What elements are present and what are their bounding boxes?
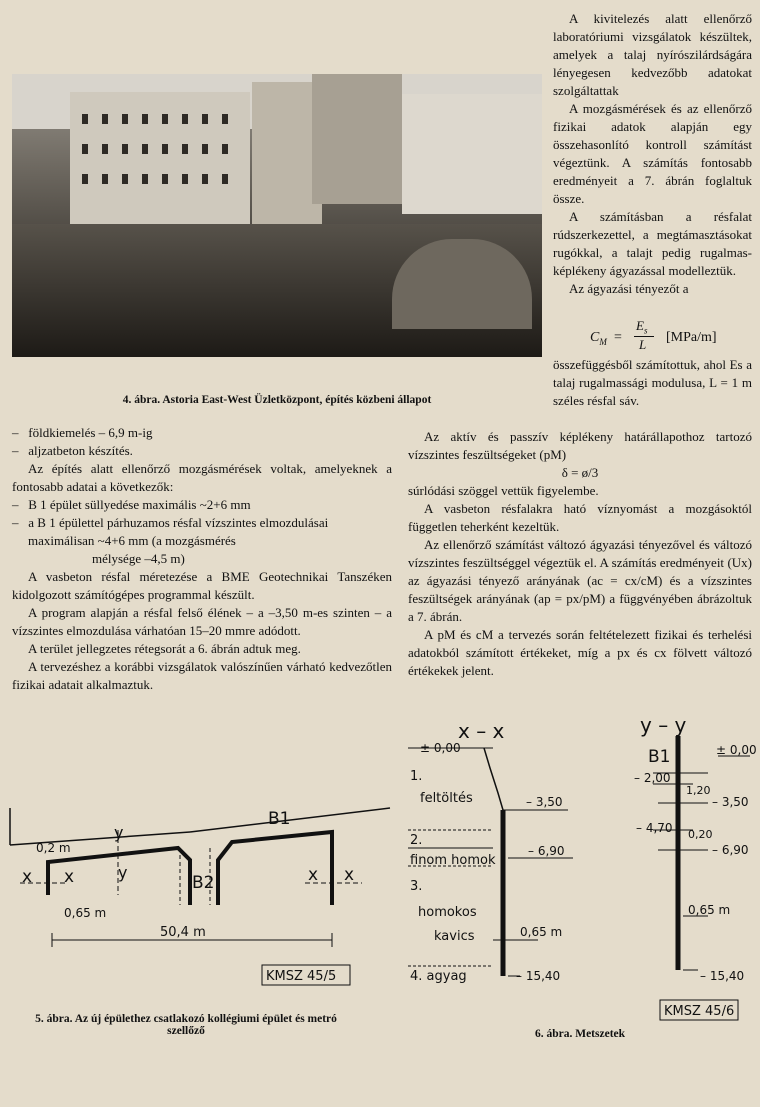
list-item: – B 1 épület süllyedése maximális ~2+6 mm — [12, 497, 251, 512]
paragraph: összefüggésből számítottuk, ahol Es a talaj rugalmassági modulusa, L = 1 m széles résfal sáv. — [553, 357, 752, 408]
fig5-label-b1: B1 — [268, 809, 291, 829]
fig6-level: 0,20 — [688, 828, 713, 841]
paragraph: A számításban a résfalat rúdszerkezettel, a megtámasztásokat rugókkal, a talajt pedig rugalmas-képlékeny ágyazással modelleztük. — [553, 209, 752, 278]
fig5-dim-065: 0,65 m — [64, 906, 107, 920]
fig6-level: – 2,00 — [634, 771, 671, 785]
fig5-dim-02: 0,2 m — [36, 841, 71, 855]
fig6-level: – 3,50 — [712, 795, 749, 809]
paragraph: A terület jellegzetes rétegsorát a 6. ábrán adtuk meg. — [28, 641, 301, 656]
fig4-caption: 4. ábra. Astoria East-West Üzletközpont, építés közbeni állapot — [122, 394, 432, 406]
formula-delta: δ = ø/3 — [561, 465, 599, 480]
fig6-xx-title: x – x — [458, 719, 505, 743]
paragraph: A vasbeton résfal méretezése a BME Geotechnikai Tanszéken kidolgozott számítógépes programmal készült. — [12, 569, 392, 602]
fig6-layer: homokos — [418, 905, 477, 920]
fig6-xx-top: ± 0,00 — [420, 741, 461, 755]
fig6-layer: kavics — [434, 929, 475, 944]
paragraph: maximálisan ~4+6 mm (a mozgásmérés — [28, 533, 236, 548]
left-column — [12, 424, 392, 694]
list-item: – aljzatbeton készítés. — [12, 443, 133, 458]
fig5-label-x: x — [22, 867, 33, 887]
fig6-layer: feltöltés — [420, 791, 473, 806]
fig5-caption: 5. ábra. Az új épülethez csatlakozó kollégiumi épület és metró szellőző — [35, 1013, 337, 1037]
fig6-level: – 4,70 — [636, 821, 673, 835]
fig6-level: – 3,50 — [526, 795, 563, 809]
fig6-code: KMSZ 45/6 — [664, 1004, 735, 1019]
right-column — [553, 10, 752, 298]
paragraph: A vasbeton résfalakra ható víznyomást a mozgásoktól független teherként kezeltük. — [408, 501, 752, 534]
fig6-yy-title: y – y — [640, 718, 687, 737]
paragraph: A tervezéshez a korábbi vizsgálatok valószínűen várható kedvezőtlen fizikai adatait alkalmaztuk. — [12, 659, 392, 692]
paragraph: A mozgásmérések és az ellenőrző fizikai adatok alapján egy összehasonlító kontroll számítást végeztünk. A számítás fontosabb eredményeit a 7. ábrán foglaltuk össze. — [553, 101, 752, 206]
fig5-code: KMSZ 45/5 — [266, 969, 337, 984]
fig6-level: – 15,40 — [516, 969, 561, 983]
fig6-layer: finom homok — [410, 853, 496, 868]
fig5-label-x: x — [64, 867, 75, 887]
list-item: – a B 1 épülettel párhuzamos résfal vízszintes elmozdulásai — [12, 515, 329, 530]
fig6-layer: 1. — [410, 769, 423, 784]
paragraph: A program alapján a résfal felső élének – a –3,50 m-es szinten – a vízszintes elmozdulása várhatóan 15–20 mmre adódott. — [12, 605, 392, 638]
fig6-layer: 3. — [410, 879, 423, 894]
fig5-label-b2: B2 — [192, 873, 215, 893]
fig5-label-y-top: y — [114, 823, 124, 842]
fig6-level: 0,65 m — [688, 903, 731, 917]
paragraph: A kivitelezés alatt ellenőrző laboratóriumi vizsgálatok készültek, amelyek a talaj nyírószilárdságára lényegesen kedvezőbb adatokat szolgáltattak — [553, 11, 752, 98]
fig6-level: – 6,90 — [528, 844, 565, 858]
fig6-layer: 2. — [410, 833, 423, 848]
fig5-label-x: x — [344, 865, 355, 885]
fig6-level: ± 0,00 — [716, 743, 757, 757]
paragraph: Az ellenőrző számítást változó ágyazási tényezővel és változó vízszintes feszültséggel végeztük el. A számítás eredményeit (Ux) az ágyazási tényező arányának (ac = cx/cM) és a vízszintes feszültségek arányának (ap = px/pM) a függvényében ábrázoltuk a 7. ábrán. — [408, 537, 752, 624]
fig6-level: – 6,90 — [712, 843, 749, 857]
fig5-dim-504: 50,4 m — [160, 925, 206, 940]
list-item: – földkiemelés – 6,9 m-ig — [12, 425, 153, 440]
fig5-label-x: x — [308, 865, 319, 885]
fig6-level: 1,20 — [686, 784, 711, 797]
fig6-sections-drawing — [398, 718, 760, 1023]
paragraph: mélysége –4,5 m) — [92, 551, 185, 566]
fig6-level: – 15,40 — [700, 969, 745, 983]
construction-photo — [12, 74, 542, 357]
paragraph: Az aktív és passzív képlékeny határállapothoz tartozó vízszintes feszültségeket (pM) — [408, 429, 752, 462]
paragraph: Az építés alatt ellenőrző mozgásmérések voltak, amelyeknek a fontosabb adatai a következők: — [12, 461, 392, 494]
fig6-level: 0,65 m — [520, 925, 563, 939]
paragraph: Az ágyazási tényezőt a — [569, 281, 689, 296]
right-column-3 — [408, 428, 752, 680]
right-column-2 — [553, 356, 752, 410]
fig5-label-y-bottom: y — [118, 863, 128, 882]
fig6-layer: 4. agyag — [410, 969, 467, 984]
fig6-caption: 6. ábra. Metszetek — [534, 1028, 626, 1040]
formula-cm: $C_M$ = $E_s$ L [MPa/m] — [590, 318, 717, 352]
fig5-plan-drawing — [0, 790, 400, 1000]
paragraph: A pM és cM a tervezés során feltételezett fizikai és terhelési adatokból számított értékeket, míg a px és cx fölvett változó értékekek jelent. — [408, 627, 752, 678]
paragraph: súrlódási szöggel vettük figyelembe. — [408, 483, 599, 498]
fig6-yy-b1: B1 — [648, 747, 671, 767]
